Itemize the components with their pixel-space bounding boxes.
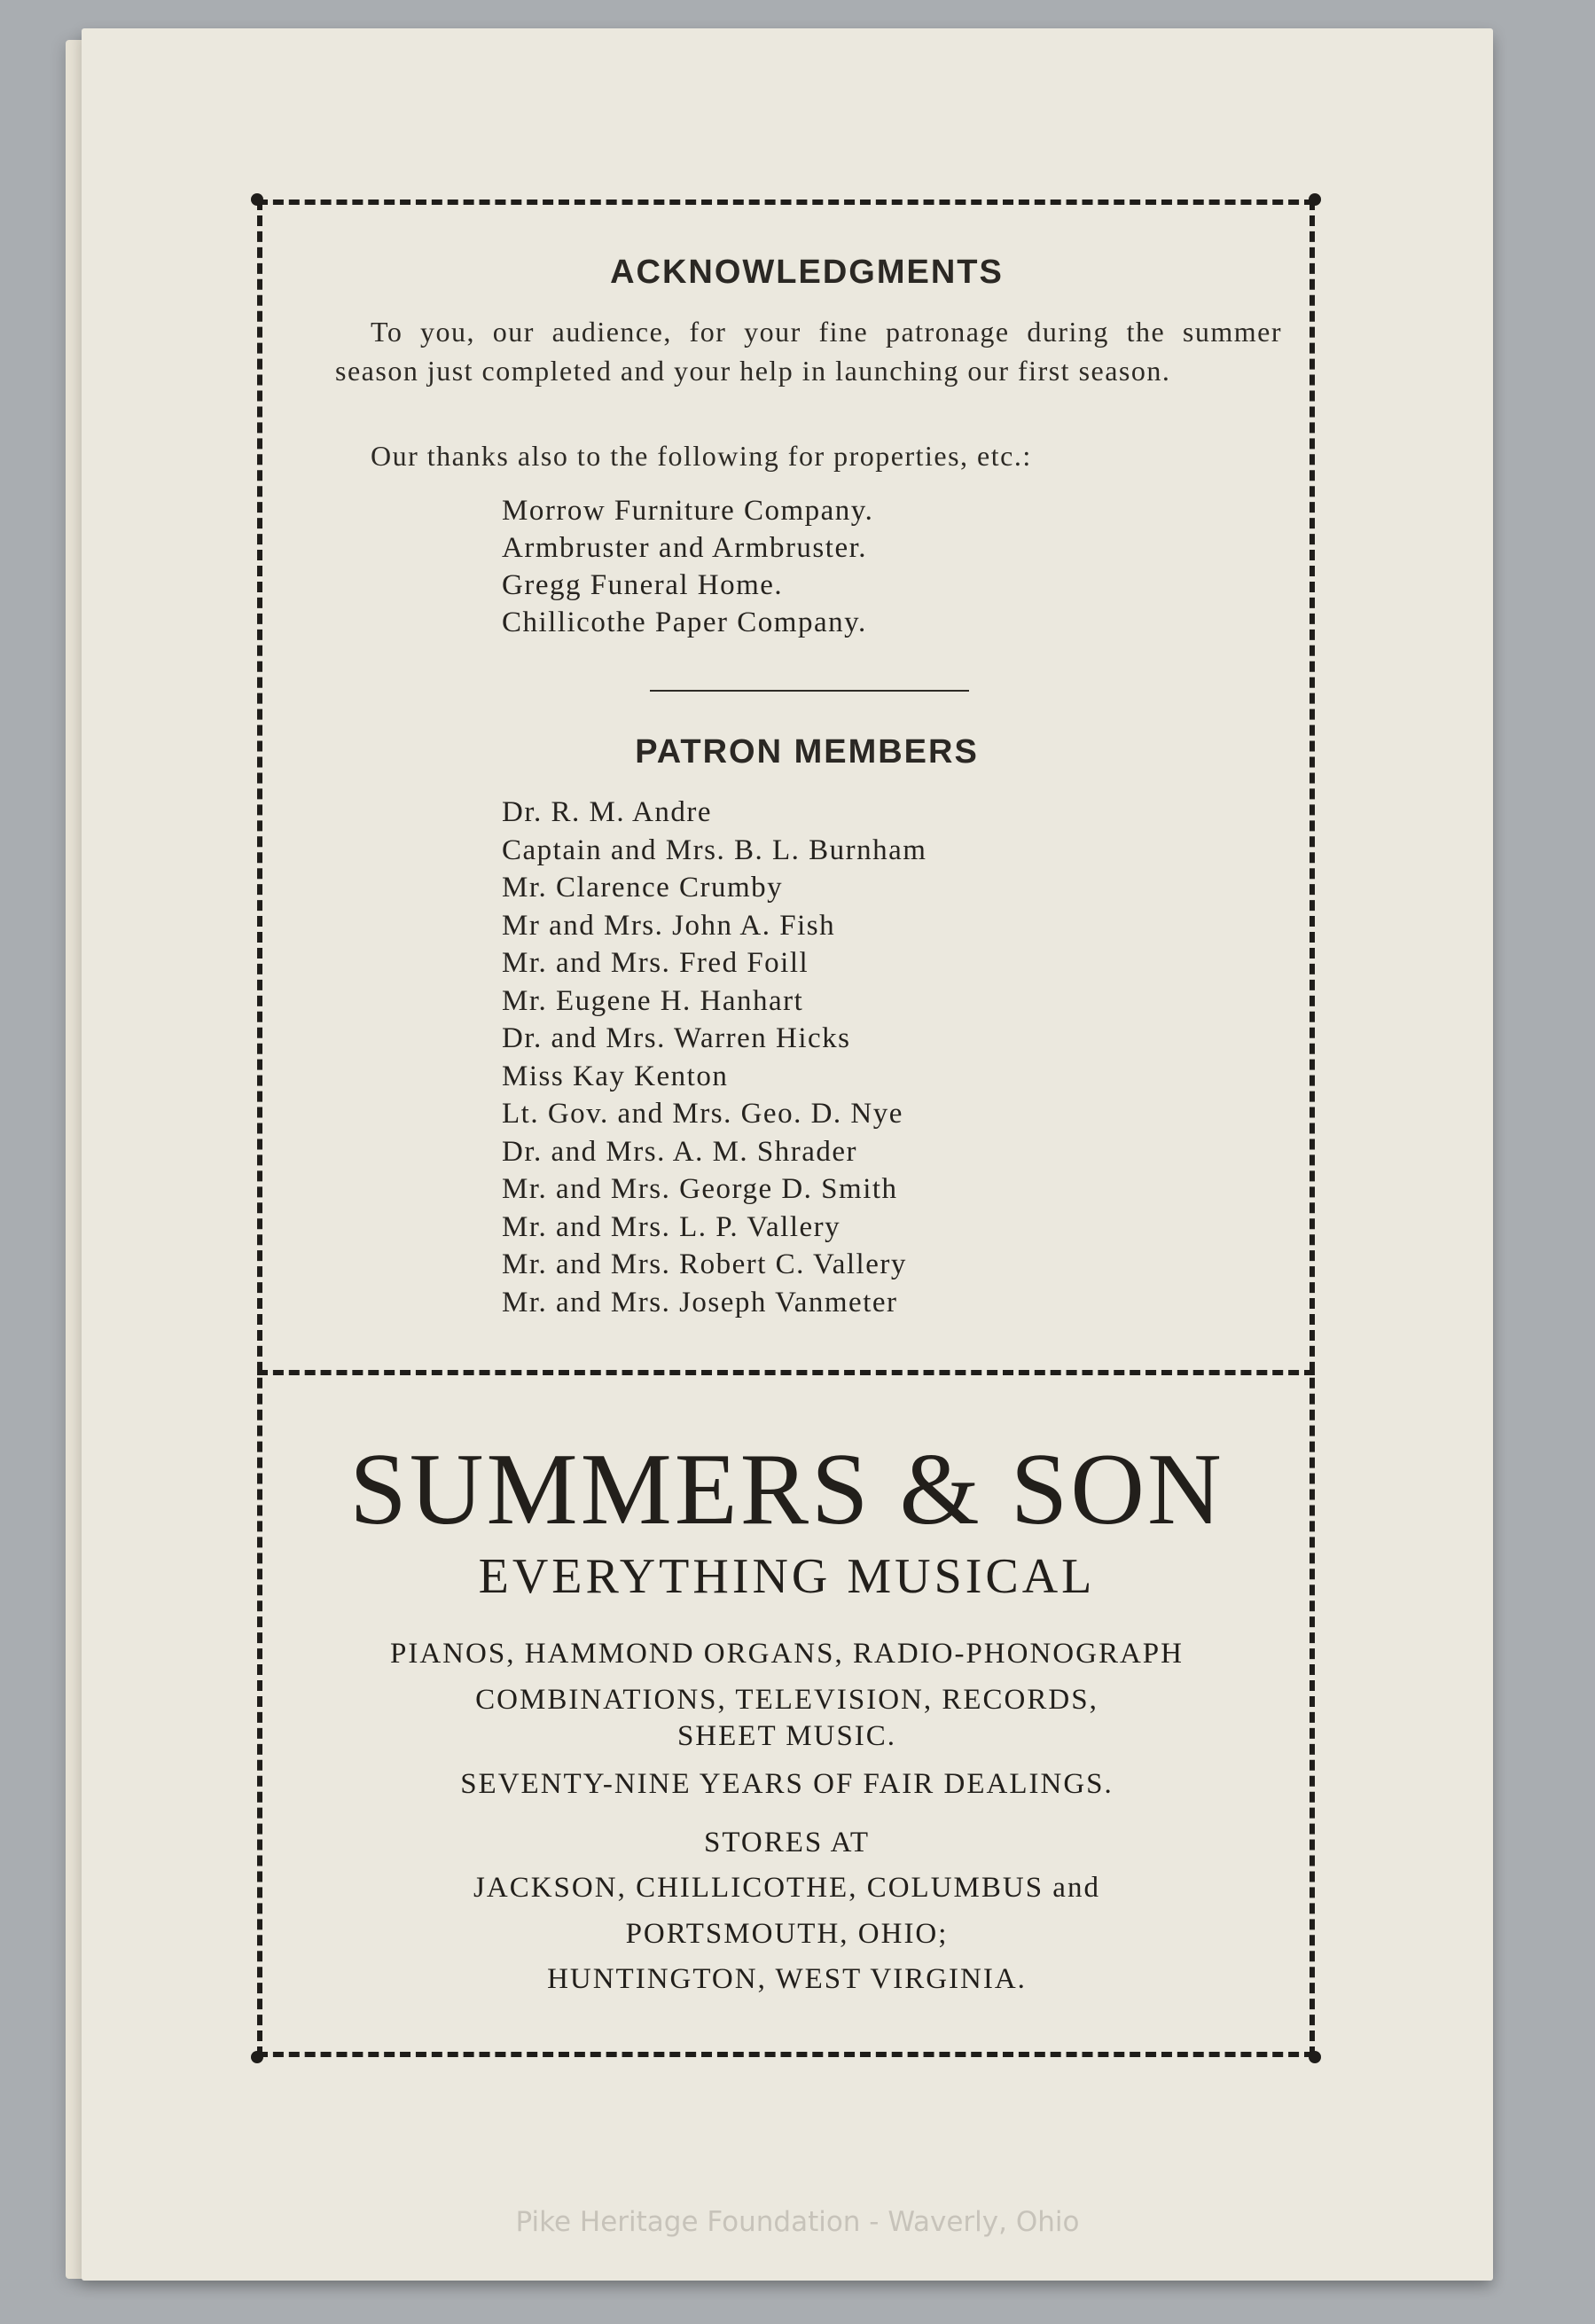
list-item: Miss Kay Kenton	[502, 1060, 729, 1092]
frame-corner-ornament	[251, 193, 263, 206]
list-item: Gregg Funeral Home.	[502, 569, 784, 601]
acknowledgments-intro: To you, our audience, for your fine patronage during the summer season just completed and your help in launching our first season.	[335, 316, 1282, 387]
list-item: Mr. and Mrs. Joseph Vanmeter	[502, 1286, 898, 1318]
list-item: Mr. and Mrs. Robert C. Vallery	[502, 1248, 907, 1280]
ad-title: SUMMERS & SON	[349, 1433, 1224, 1546]
list-item: Lt. Gov. and Mrs. Geo. D. Nye	[502, 1098, 903, 1130]
list-item: Captain and Mrs. B. L. Burnham	[502, 833, 927, 866]
list-item: Armbruster and Armbruster.	[502, 532, 868, 564]
frame-corner-ornament	[1309, 193, 1321, 206]
list-item: Mr. and Mrs. George D. Smith	[502, 1173, 898, 1205]
acknowledgments-thanks: Our thanks also to the following for properties, etc.:	[371, 440, 1032, 472]
frame-corner-ornament	[251, 2051, 263, 2063]
list-item: Mr. and Mrs. L. P. Vallery	[502, 1210, 841, 1243]
short-rule	[650, 690, 969, 692]
ad-line: STORES AT	[703, 1827, 871, 1858]
ad-subtitle: EVERYTHING MUSICAL	[478, 1549, 1096, 1604]
list-item: Mr. and Mrs. Fred Foill	[502, 947, 809, 979]
ad-line: SHEET MUSIC.	[676, 1720, 897, 1752]
list-item: Dr. and Mrs. A. M. Shrader	[502, 1135, 858, 1168]
properties-list	[502, 495, 873, 644]
patron-members-list	[502, 796, 927, 1324]
frame-corner-ornament	[1309, 2051, 1321, 2063]
ad-line: COMBINATIONS, TELEVISION, RECORDS,	[475, 1684, 1099, 1716]
ad-line: PIANOS, HAMMOND ORGANS, RADIO-PHONOGRAPH	[390, 1638, 1184, 1670]
patron-members-heading: PATRON MEMBERS	[635, 733, 979, 771]
list-item: Chillicothe Paper Company.	[502, 606, 867, 638]
list-item: Dr. R. M. Andre	[502, 796, 712, 828]
list-item: Mr and Mrs. John A. Fish	[502, 909, 836, 942]
list-item: Morrow Furniture Company.	[502, 495, 874, 527]
list-item: Mr. Eugene H. Hanhart	[502, 984, 804, 1017]
ad-line: SEVENTY-NINE YEARS OF FAIR DEALINGS.	[460, 1768, 1114, 1800]
watermark: Pike Heritage Foundation - Waverly, Ohio	[515, 2206, 1080, 2238]
list-item: Dr. and Mrs. Warren Hicks	[502, 1022, 851, 1054]
ad-line: PORTSMOUTH, OHIO;	[625, 1918, 949, 1950]
ad-line: JACKSON, CHILLICOTHE, COLUMBUS and	[473, 1872, 1100, 1904]
acknowledgments-heading: ACKNOWLEDGMENTS	[610, 254, 1004, 291]
section-divider	[257, 1370, 1315, 1375]
list-item: Mr. Clarence Crumby	[502, 872, 784, 904]
ad-line: HUNTINGTON, WEST VIRGINIA.	[547, 1963, 1027, 1995]
